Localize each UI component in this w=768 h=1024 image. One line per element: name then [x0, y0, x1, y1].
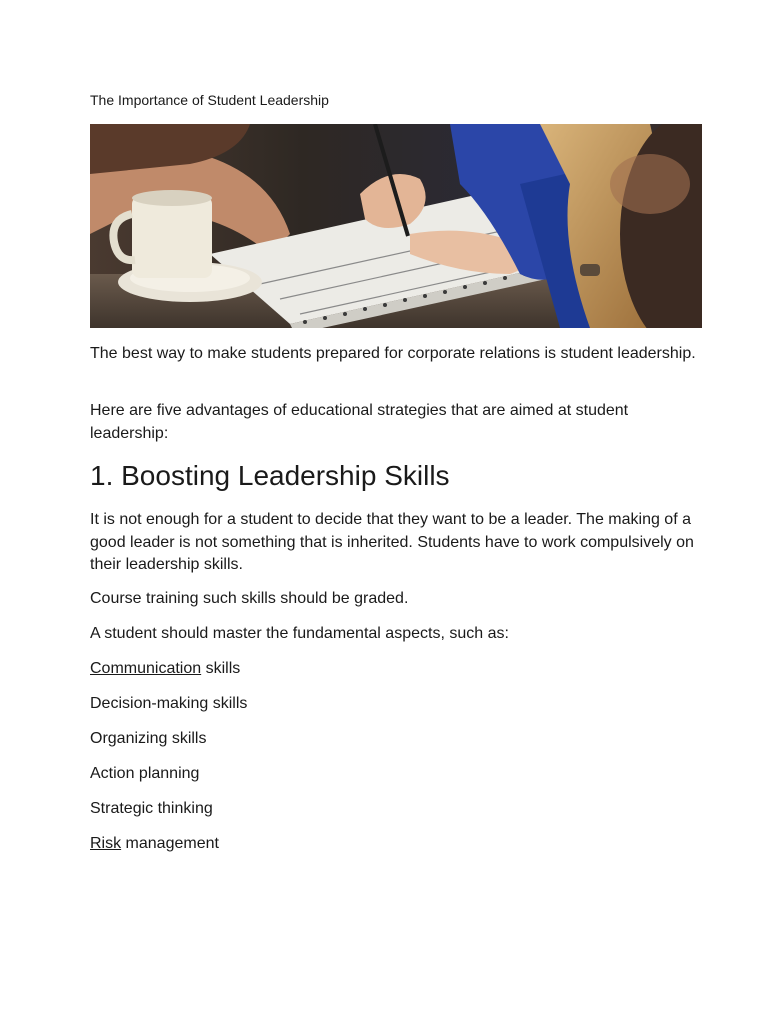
- section-heading: 1. Boosting Leadership Skills: [90, 460, 450, 491]
- risk-link[interactable]: Risk: [90, 835, 122, 852]
- skill-item-strategic-thinking: Strategic thinking: [90, 800, 213, 817]
- intro-paragraph-1: The best way to make students prepared for corporate relations is student leadership.: [90, 345, 696, 362]
- skill-item-organizing: Organizing skills: [90, 730, 207, 747]
- skill-text: management: [121, 835, 219, 852]
- skill-item-action-planning: Action planning: [90, 765, 200, 782]
- section-paragraph-3: A student should master the fundamental aspects, such as:: [90, 625, 509, 642]
- section-paragraph-1: It is not enough for a student to decide that they want to be a leader. The making of a good leader is not something that is inherited. Students have to work compulsively on their leadership skills.: [90, 511, 694, 573]
- skill-item-communication: [90, 658, 702, 681]
- skill-item-decision-making: Decision-making skills: [90, 695, 248, 712]
- section-paragraph-2: Course training such skills should be graded.: [90, 590, 409, 607]
- document-title: The Importance of Student Leadership: [90, 92, 329, 108]
- skill-item-risk-management: [90, 833, 702, 856]
- intro-paragraph-2: Here are five advantages of educational strategies that are aimed at student leadership:: [90, 402, 629, 442]
- communication-link[interactable]: Communication: [90, 660, 202, 677]
- hero-image-students-writing: [90, 124, 702, 328]
- skill-text: skills: [201, 660, 241, 677]
